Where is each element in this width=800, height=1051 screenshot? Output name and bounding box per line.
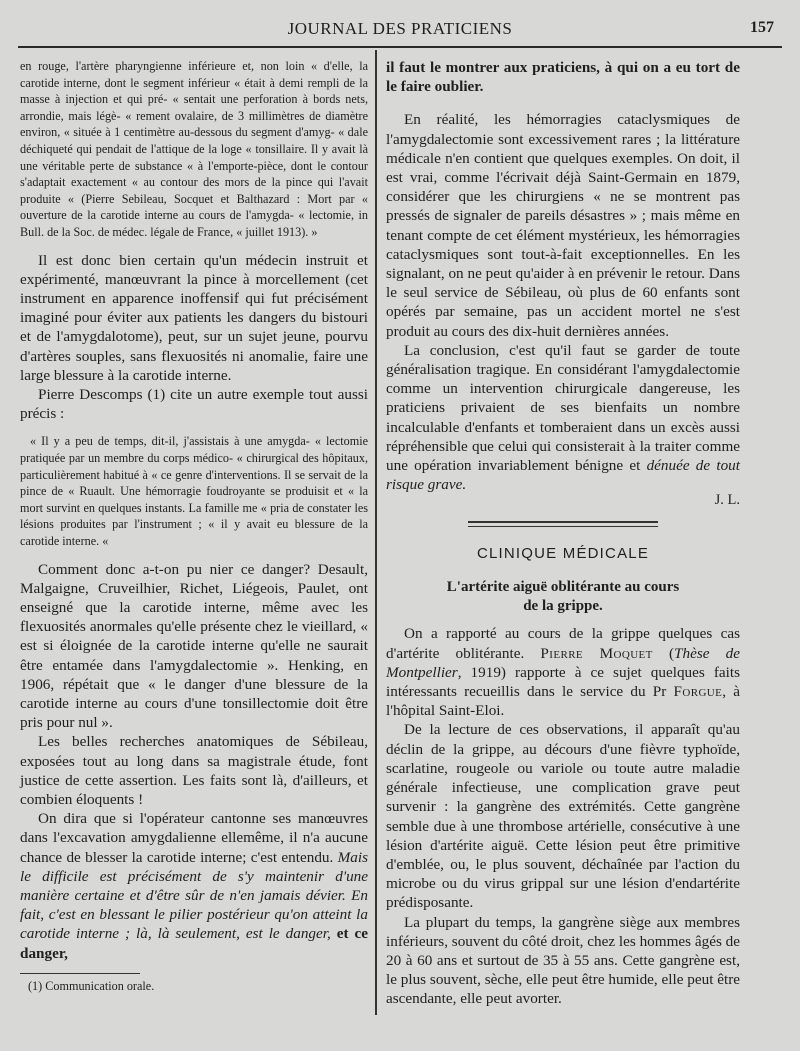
body-paragraph [386,624,740,720]
author-name: Forgue [673,683,723,701]
text-run: On dira que si l'opérateur cantonne ses manœuvres dans l'excavation amygdalienne ellemême, il n'a aucune chance de blesser la carotide interne; c'est entendu. [20,810,368,866]
text-run: La conclusion, c'est qu'il faut se garder de toute généralisation tragique. En considérant l'amygdalectomie comme un intervention chirurgicale dangereuse, les praticiens privaient de ses bienfaits un nombre incalculable d'enfants et tomberaient dans un excès aussi répréhensible que celui qui consisterait à la traiter comme une opération invariablement bénigne et [386,341,740,475]
continued-bold-text: il faut le montrer aux praticiens, à qui on a eu tort de le faire oublier. [386,59,740,96]
section-divider [468,521,658,527]
bold-text: et ce danger, [20,925,368,962]
italic-text: Mais le difficile est précisément de s'y maintenir d'une manière certaine et d'être sûr de n'en jamais dévier. En fait, c'est en blessant le pilier postérieur qu'on atteint la carotide interne ; là, là seulement, est le danger, [20,848,368,943]
running-title: JOURNAL DES PRATICIENS [287,19,513,38]
author-name: Pierre Moquet [540,644,653,662]
body-paragraph: Pierre Descomps (1) cite un autre exemple tout aussi précis : [20,385,368,423]
text-run: ( [652,644,675,662]
body-paragraph: Les belles recherches anatomiques de Sébileau, exposées tout au long dans sa magistrale étude, font justice de cette assertion. Les faits sont là, d'ailleurs, et combien éloquents ! [20,733,368,808]
section-heading: CLINIQUE MÉDICALE [476,545,650,563]
article-title [386,578,740,616]
body-paragraph: De la lecture de ces observations, il apparaît qu'au déclin de la grippe, au décours d'une fièvre typhoïde, scarlatine, rougeole ou variole ou toute autre maladie générale infectieuse, une complication grave peut survenir : la gangrène des extrémités. Cette gangrène semble due à une thrombose artérielle, consécutive à une lésion d'artérite aiguë. Cette lésion peut être primitive d'emblée, ou, le plus souvent, déchaînée par l'action du microbe ou du virus grippal sur une lésion d'endartérite prédisposante. [386,721,740,912]
left-column [20,58,368,994]
article-title-line: de la grippe. [523,598,603,615]
column-divider [375,50,377,1015]
quote-paragraph: « Il y a peu de temps, dit-il, j'assistais à une amygda- « lectomie pratiquée par un membre du corps médico- « chirurgical des hôpitaux, particulièrement habitué à « ce genre d'interventions. Il se servait de la pince de « Ruault. Une hémorragie foudroyante se produisit et « la mort survint en quelques instants. La famille me « pria de constater les lésions produites par l'instrument ; « il y avait eu blessure de la carotide interne. « [20,434,368,548]
italic-text: Thèse de Montpellier [386,644,740,681]
page-header [18,16,782,48]
text-run: On a rapporté au cours de la grippe quelques cas d'artérite oblitérante. [386,625,740,662]
footnote-rule [20,973,140,974]
text-run: , à l'hôpital Saint-Eloi. [386,683,741,720]
body-paragraph: Il est donc bien certain qu'un médecin instruit et expérimenté, manœuvrant la pince à morcellement (cet instrument en apparence inoffensif qui fut précisément imaginé pour éviter aux patients les dangers du bistouri et de l'amygdalotome), peut, sur un sujet jeune, pourvu d'artères souples, sans flexuosités ni anomalie, faire une large blessure à la carotide interne. [20,251,368,384]
body-paragraph [386,341,740,495]
body-paragraph: En réalité, les hémorragies cataclysmiques de l'amygdalectomie sont excessivement rares ; la littérature médicale n'en contient que quelques exemples. On doit, il est vrai, comme l'écrivait déjà Saint-Germain en 1879, considérer que les chirurgiens « ne se montrent pas pressés de signaler de pareils désastres » ; mais même en tenant compte de cet élément mystérieux, les hémorragies cataclysmiques sont tout-à-fait exceptionnelles. En les signalant, on ne peut qu'aider à en prévenir le retour. Dans le seul service de Sébileau, où plus de 60 enfants sont opérés par semaine, pas un accident mortel ne s'est produit au cours des dix-huit dernières années. [386,111,740,340]
signature: J. L. [714,492,740,509]
italic-text: dénuée de tout risque grave. [386,457,740,494]
body-paragraph: La plupart du temps, la gangrène siège aux membres inférieurs, souvent du côté droit, chez les hommes âgés de 20 à 60 ans et surtout de 35 à 55 ans. Cette gangrène est, le plus souvent, sèche, elle peut être humide, elle peut être ascendante, elle peut avorter. [386,913,740,1008]
page-number: 157 [750,19,774,36]
text-run: , 1919) rapporte à ce sujet quelques faits intéressants recueillis dans le service du Pr [386,663,740,701]
right-column [386,58,740,1009]
body-paragraph [20,809,368,963]
body-paragraph: Comment donc a-t-on pu nier ce danger? Desault, Malgaigne, Cruveilhier, Richet, Liégeois, Paulet, ont enseigné que la carotide interne, même avec les flexuosités anormales qu'elle présente chez le vieillard, « est si éloignée de la carotide interne qu'elle ne saurait être entamée dans l'amygdalectomie ». Henking, en 1906, répétait que « le danger d'une blessure de la carotide interne au cours d'une tonsillectomie doit être pris pour nul ». [20,560,368,732]
article-title-line: L'artérite aiguë oblitérante au cours [446,579,680,596]
footnote: (1) Communication orale. [28,978,155,993]
quote-paragraph: en rouge, l'artère pharyngienne inférieure et, non loin « d'elle, la carotide interne, dont le segment inférieur « était à demi rempli de la masse à injection et qui pré- « sentait une perforation à bords nets, arrondie, mais légè- « rement ovalaire, de 3 millimètres de diamètre environ, « située à 1 centimètre au-dessous du segment d'amyg- « dale déchiqueté qui pendait de l'attique de la loge « tonsillaire. Il y avait là une véritable perte de substance « à l'emporte-pièce, dont le contour s'adaptait exactement « au contour des mors de la pince qui l'avait produite « (Pierre Sebileau, Socquet et Balthazard : Mort par « ouverture de la carotide interne au cours de l'amygda- « lectomie, in Bull. de la Soc. de médec. légale de France, « juillet 1913). » [20,59,368,239]
